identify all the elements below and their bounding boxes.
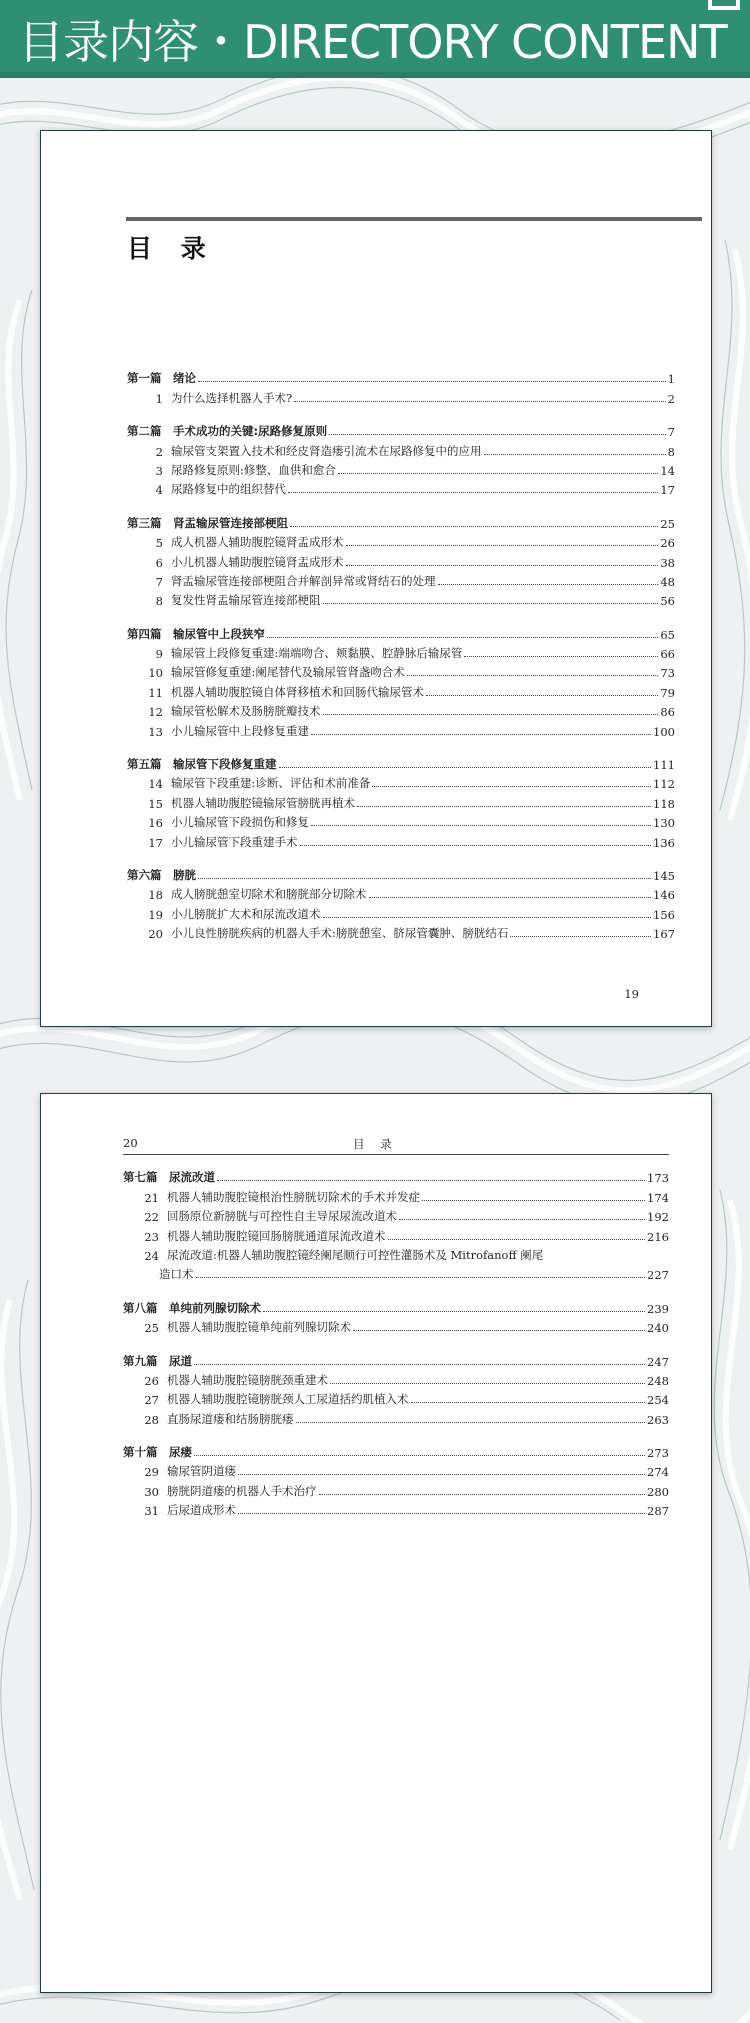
page-number: 20 xyxy=(123,1136,138,1150)
chapter-page: 26 xyxy=(660,536,675,551)
toc-chapter-row xyxy=(127,478,675,497)
part-page: 239 xyxy=(647,1301,669,1316)
chapter-title: 肾盂输尿管连接部梗阻合并解剖异常或肾结石的处理 xyxy=(171,573,436,588)
chapter-number: 20 xyxy=(148,927,163,942)
dot-leader xyxy=(296,1422,646,1423)
chapter-page: 56 xyxy=(660,594,675,609)
toc-chapter-row xyxy=(123,1369,669,1388)
part-page: 7 xyxy=(667,425,675,440)
toc-part-row xyxy=(123,1441,669,1460)
toc-chapter-row xyxy=(127,459,675,478)
chapter-page: 287 xyxy=(647,1504,669,1519)
part-title: 第二篇 手术成功的关键:尿路修复原则 xyxy=(127,424,328,439)
part-title: 第十篇 尿瘘 xyxy=(123,1445,192,1460)
chapter-title: 机器人辅助腹腔镜膀胱颈重建术 xyxy=(167,1372,328,1387)
part-title: 第八篇 单纯前列腺切除术 xyxy=(123,1300,261,1315)
chapter-page: 167 xyxy=(653,927,675,942)
toc-chapter-row xyxy=(123,1205,669,1224)
chapter-page: 38 xyxy=(660,555,675,570)
toc-chapter-row xyxy=(127,811,675,830)
dot-leader xyxy=(300,845,652,846)
chapter-number: 27 xyxy=(144,1393,159,1408)
chapter-number: 3 xyxy=(155,463,163,478)
toc-chapter-row xyxy=(127,922,675,941)
chapter-number: 19 xyxy=(148,907,163,922)
toc-chapter-continuation xyxy=(123,1263,669,1282)
chapter-number: 2 xyxy=(155,444,163,459)
toc-part-row xyxy=(123,1349,669,1368)
chapter-title: 输尿管支架置入技术和经皮肾造瘘引流术在尿路修复中的应用 xyxy=(171,443,482,458)
dot-leader xyxy=(464,656,658,657)
toc-chapter-row xyxy=(123,1316,669,1335)
toc-part-row xyxy=(123,1166,669,1185)
dot-leader xyxy=(438,584,659,585)
toc-chapter-row xyxy=(127,883,675,902)
chapter-title: 复发性肾盂输尿管连接部梗阻 xyxy=(171,593,321,608)
toc-chapter-row xyxy=(127,589,675,608)
chapter-number: 28 xyxy=(144,1412,159,1427)
part-page: 247 xyxy=(647,1354,669,1369)
chapter-number: 29 xyxy=(144,1465,159,1480)
chapter-title: 输尿管松解术及肠膀胱瓣技术 xyxy=(171,704,321,719)
chapter-number: 16 xyxy=(148,816,163,831)
section-gap xyxy=(127,497,675,511)
dot-leader xyxy=(194,1364,645,1365)
heading-rule xyxy=(126,217,702,221)
dot-leader xyxy=(198,878,651,879)
chapter-title-continued: 造口术 xyxy=(159,1267,194,1282)
chapter-page: 263 xyxy=(647,1412,669,1427)
dot-leader xyxy=(330,1383,645,1384)
toc-chapter-row xyxy=(123,1460,669,1479)
chapter-page: 100 xyxy=(653,724,675,739)
chapter-page: 118 xyxy=(653,796,675,811)
toc-chapter-row xyxy=(123,1244,669,1263)
dot-leader xyxy=(217,1180,645,1181)
chapter-number: 6 xyxy=(155,555,163,570)
chapter-number: 11 xyxy=(148,685,163,700)
dot-leader xyxy=(346,565,659,566)
banner-title: 目录内容・DIRECTORY CONTENT xyxy=(18,15,727,69)
chapter-number: 31 xyxy=(144,1504,159,1519)
toc-part-row xyxy=(127,753,675,772)
toc-page-20 xyxy=(40,1093,712,1993)
chapter-page: 156 xyxy=(653,907,675,922)
dot-leader xyxy=(510,936,651,937)
part-title: 第九篇 尿道 xyxy=(123,1353,192,1368)
chapter-number: 13 xyxy=(148,724,163,739)
chapter-title: 机器人辅助腹腔镜自体肾移植术和回肠代输尿管术 xyxy=(171,684,424,699)
corner-bracket-icon xyxy=(708,0,740,10)
dot-leader xyxy=(198,381,666,382)
chapter-number: 7 xyxy=(155,574,163,589)
chapter-title: 输尿管上段修复重建:端端吻合、颊黏膜、腔静脉后输尿管 xyxy=(171,646,463,661)
dot-leader xyxy=(399,1219,645,1220)
toc-chapter-row xyxy=(127,531,675,550)
dot-leader xyxy=(338,473,658,474)
chapter-page: 280 xyxy=(647,1484,669,1499)
part-page: 1 xyxy=(667,372,675,387)
chapter-title: 成人机器人辅助腹腔镜肾盂成形术 xyxy=(171,535,344,550)
chapter-number: 30 xyxy=(144,1484,159,1499)
chapter-number: 10 xyxy=(148,666,163,681)
chapter-page: 174 xyxy=(647,1190,669,1205)
part-title: 第一篇 绪论 xyxy=(127,371,196,386)
toc-chapter-row xyxy=(127,661,675,680)
chapter-page: 112 xyxy=(653,777,675,792)
chapter-page: 227 xyxy=(647,1268,669,1283)
chapter-page: 146 xyxy=(653,888,675,903)
chapter-page: 216 xyxy=(647,1229,669,1244)
chapter-page: 136 xyxy=(653,835,675,850)
toc-chapter-row xyxy=(127,680,675,699)
toc-chapter-row xyxy=(123,1499,669,1518)
toc-page-19 xyxy=(40,130,712,1027)
part-title: 第四篇 输尿管中上段狭窄 xyxy=(127,626,265,641)
chapter-page: 274 xyxy=(647,1465,669,1480)
chapter-number: 1 xyxy=(155,391,163,406)
toc-chapter-row xyxy=(127,550,675,569)
dot-leader xyxy=(319,1494,646,1495)
chapter-page: 192 xyxy=(647,1210,669,1225)
chapter-title: 小儿机器人辅助腹腔镜肾盂成形术 xyxy=(171,554,344,569)
dot-leader xyxy=(369,897,652,898)
part-page: 273 xyxy=(647,1446,669,1461)
chapter-title: 小儿输尿管下段损伤和修复 xyxy=(171,815,309,830)
part-page: 65 xyxy=(660,627,675,642)
toc-chapter-row xyxy=(123,1407,669,1426)
section-gap xyxy=(123,1282,669,1296)
chapter-page: 14 xyxy=(660,463,675,478)
dot-leader xyxy=(323,714,659,715)
chapter-title: 小儿良性膀胱疾病的机器人手术:膀胱憩室、脐尿管囊肿、膀胱结石 xyxy=(171,926,509,941)
chapter-number: 25 xyxy=(144,1321,159,1336)
dot-leader xyxy=(290,526,658,527)
chapter-title: 机器人辅助腹腔镜单纯前列腺切除术 xyxy=(167,1320,351,1335)
toc-chapter-row xyxy=(127,570,675,589)
toc-chapter-row xyxy=(127,902,675,921)
part-page: 145 xyxy=(653,868,675,883)
part-title: 第五篇 输尿管下段修复重建 xyxy=(127,757,277,772)
dot-leader xyxy=(407,675,658,676)
dot-leader xyxy=(422,1200,645,1201)
dot-leader xyxy=(294,401,666,402)
dot-leader xyxy=(426,695,658,696)
chapter-page: 240 xyxy=(647,1321,669,1336)
dot-leader xyxy=(353,1330,645,1331)
chapter-number: 26 xyxy=(144,1373,159,1388)
running-head xyxy=(123,1136,669,1155)
chapter-title: 尿路修复原则:修整、血供和愈合 xyxy=(171,462,336,477)
chapter-page: 248 xyxy=(647,1373,669,1388)
chapter-number: 23 xyxy=(144,1229,159,1244)
chapter-number: 4 xyxy=(155,483,163,498)
toc-chapter-row xyxy=(127,386,675,405)
running-title: 目 录 xyxy=(353,1137,398,1151)
dot-leader xyxy=(388,1239,646,1240)
chapter-title: 机器人辅助腹腔镜回肠膀胱通道尿流改道术 xyxy=(167,1228,386,1243)
toc-chapter-row xyxy=(123,1479,669,1498)
chapter-page: 17 xyxy=(660,483,675,498)
dot-leader xyxy=(372,786,651,787)
chapter-page: 73 xyxy=(660,666,675,681)
chapter-title: 输尿管修复重建:阑尾替代及输尿管肾盏吻合术 xyxy=(171,665,405,680)
chapter-number: 9 xyxy=(155,647,163,662)
chapter-number: 17 xyxy=(148,835,163,850)
dot-leader xyxy=(311,825,651,826)
toc-part-row xyxy=(127,367,675,386)
dot-leader xyxy=(411,1402,646,1403)
chapter-number: 15 xyxy=(148,796,163,811)
toc-list xyxy=(127,367,675,941)
section-gap xyxy=(123,1335,669,1349)
part-title: 第七篇 尿流改道 xyxy=(123,1170,215,1185)
toc-chapter-row xyxy=(123,1185,669,1204)
chapter-number: 8 xyxy=(155,594,163,609)
chapter-title: 成人膀胱憩室切除术和膀胱部分切除术 xyxy=(171,887,367,902)
dot-leader xyxy=(288,492,658,493)
chapter-number: 24 xyxy=(144,1248,159,1263)
dot-leader xyxy=(323,603,659,604)
section-gap xyxy=(127,406,675,420)
chapter-page: 2 xyxy=(667,391,675,406)
page-number: 19 xyxy=(624,987,639,1001)
toc-chapter-row xyxy=(127,791,675,810)
toc-chapter-row xyxy=(127,719,675,738)
banner-header xyxy=(0,0,750,78)
chapter-title: 膀胱阴道瘘的机器人手术治疗 xyxy=(167,1483,317,1498)
toc-part-row xyxy=(127,420,675,439)
section-gap xyxy=(127,850,675,864)
toc-chapter-row xyxy=(127,772,675,791)
chapter-number: 18 xyxy=(148,888,163,903)
part-page: 25 xyxy=(660,516,675,531)
dot-leader xyxy=(196,1277,646,1278)
dot-leader xyxy=(357,806,651,807)
page-title: 目 录 xyxy=(127,234,216,263)
part-page: 173 xyxy=(647,1171,669,1186)
chapter-page: 86 xyxy=(660,705,675,720)
chapter-title: 输尿管阴道瘘 xyxy=(167,1464,236,1479)
dot-leader xyxy=(323,917,652,918)
toc-chapter-row xyxy=(127,642,675,661)
dot-leader xyxy=(279,767,652,768)
chapter-title: 小儿输尿管下段重建手术 xyxy=(171,834,298,849)
part-page: 111 xyxy=(653,758,675,773)
toc-part-row xyxy=(123,1296,669,1315)
part-title: 第三篇 肾盂输尿管连接部梗阻 xyxy=(127,515,288,530)
toc-chapter-row xyxy=(127,439,675,458)
chapter-page: 254 xyxy=(647,1393,669,1408)
dot-leader xyxy=(263,1311,645,1312)
chapter-page: 48 xyxy=(660,574,675,589)
toc-part-row xyxy=(127,622,675,641)
chapter-title: 后尿道成形术 xyxy=(167,1503,236,1518)
section-gap xyxy=(127,608,675,622)
toc-chapter-row xyxy=(127,830,675,849)
chapter-page: 79 xyxy=(660,685,675,700)
chapter-title: 机器人辅助腹腔镜膀胱颈人工尿道括约肌植入术 xyxy=(167,1392,409,1407)
chapter-number: 12 xyxy=(148,705,163,720)
chapter-title: 小儿输尿管中上段修复重建 xyxy=(171,723,309,738)
dot-leader xyxy=(484,454,666,455)
section-gap xyxy=(127,739,675,753)
chapter-page: 130 xyxy=(653,816,675,831)
chapter-title: 尿路修复中的组织替代 xyxy=(171,482,286,497)
toc-list xyxy=(123,1166,669,1518)
chapter-number: 5 xyxy=(155,536,163,551)
chapter-number: 14 xyxy=(148,777,163,792)
chapter-number: 21 xyxy=(144,1190,159,1205)
chapter-title: 小儿膀胱扩大术和尿流改道术 xyxy=(171,906,321,921)
chapter-title: 机器人辅助腹腔镜输尿管膀胱再植术 xyxy=(171,795,355,810)
chapter-title: 直肠尿道瘘和结肠膀胱瘘 xyxy=(167,1411,294,1426)
toc-part-row xyxy=(127,864,675,883)
dot-leader xyxy=(238,1513,645,1514)
dot-leader xyxy=(238,1474,645,1475)
chapter-title: 尿流改道:机器人辅助腹腔镜经阑尾顺行可控性灌肠术及 Mitrofanoff 阑尾 xyxy=(167,1247,544,1262)
toc-chapter-row xyxy=(123,1224,669,1243)
chapter-title: 为什么选择机器人手术? xyxy=(171,390,293,405)
chapter-title: 机器人辅助腹腔镜根治性膀胱切除术的手术并发症 xyxy=(167,1189,420,1204)
chapter-page: 8 xyxy=(667,444,675,459)
dot-leader xyxy=(346,545,659,546)
toc-chapter-row xyxy=(123,1388,669,1407)
dot-leader xyxy=(194,1455,645,1456)
part-title: 第六篇 膀胱 xyxy=(127,867,196,882)
section-gap xyxy=(123,1427,669,1441)
chapter-title: 输尿管下段重建:诊断、评估和术前准备 xyxy=(171,776,371,791)
dot-leader xyxy=(311,734,651,735)
dot-leader xyxy=(267,637,658,638)
chapter-page: 66 xyxy=(660,647,675,662)
dot-leader xyxy=(329,434,666,435)
toc-part-row xyxy=(127,511,675,530)
toc-chapter-row xyxy=(127,700,675,719)
chapter-number: 22 xyxy=(144,1210,159,1225)
chapter-title: 回肠原位新膀胱与可控性自主导尿尿流改道术 xyxy=(167,1209,397,1224)
